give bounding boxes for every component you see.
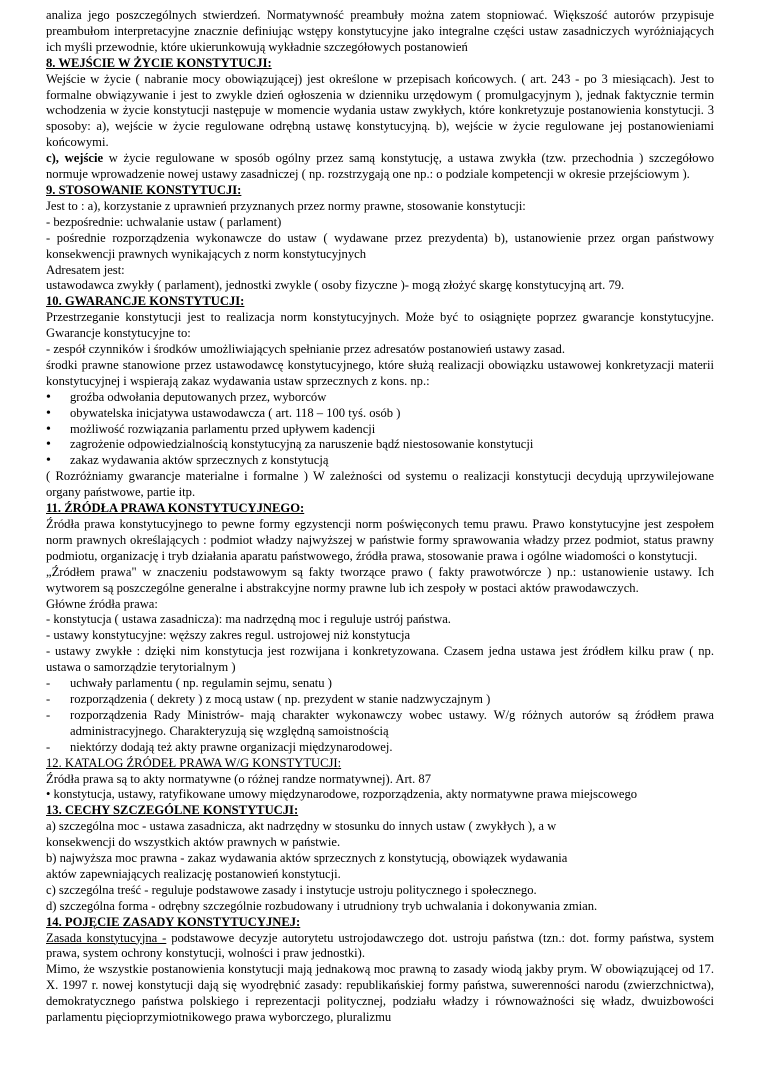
section-10-paragraph-2: - zespół czynników i środków umożliwiających spełnianie przez adresatów postanowień ustawy zasad. <box>46 342 565 357</box>
list-item: - rozporządzenia Rady Ministrów- mają charakter wykonawczy wobec ustawy. W/g różnych autorów są źródłem prawa administracyjnego. Charakteryzują się względną samoistnością <box>46 708 714 740</box>
law-sources-list <box>46 676 714 756</box>
section-9-line: - pośrednie rozporządzenia wykonawcze do ustaw ( wydawane przez prezydenta) b), ustanowienie przez organ państwowy konsekwencji prawnych wynikających z norm konstytucyjnych <box>46 230 714 261</box>
list-item: - uchwały parlamentu ( np. regulamin sejmu, senatu ) <box>46 676 714 692</box>
section-11-paragraph-4: - konstytucja ( ustawa zasadnicza): ma nadrzędną moc i reguluje ustrój państwa. <box>46 612 451 627</box>
section-11-heading: 11. ŹRÓDŁA PRAWA KONSTYTUCYJNEGO: <box>46 501 305 516</box>
list-item: • zagrożenie odpowiedzialnością konstytucyjną za naruszenie bądź niestosowanie konstytucji <box>46 437 714 453</box>
list-item: - niektórzy dodają też akty prawne organizacji międzynarodowej. <box>46 740 714 756</box>
section-8-heading: 8. WEJŚCIE W ŻYCIE KONSTYTUCJI: <box>46 55 272 70</box>
section-8-paragraph-2 <box>46 151 714 183</box>
section-13-line: d) szczególna forma - odrębny szczególnie rozbudowany i utrudniony tryb uchwalania i dokonywania zmian. <box>46 898 598 913</box>
section-13-line: c) szczególna treść - reguluje podstawowe zasady i instytucje ustroju politycznego i społecznego. <box>46 882 537 897</box>
section-13-line: konsekwencji do wszystkich aktów prawnych w państwie. <box>46 835 341 850</box>
section-11-paragraph-3: Główne źródła prawa: <box>46 596 158 611</box>
section-13-line: a) szczególna moc - ustawa zasadnicza, akt nadrzędny w stosunku do innych ustaw ( zwykłych ), a w <box>46 819 557 834</box>
section-8-paragraph-2-text: w życie regulowane w sposób ogólny przez samą konstytucję, a ustawa zwykła (tzw. przechodnia ) szczegółowo normuje wprowadzenie nowej ustawy zasadniczej ( np. rozstrzygają one np.: o podziale kompetencji w okresie przejściowym ). <box>46 151 714 182</box>
section-11-paragraph-6: - ustawy zwykłe : dzięki nim konstytucja jest rozwijana i konkretyzowana. Czasem jedna ustawa jest źródłem kilku praw ( np. ustawa o samorządzie terytorialnym ) <box>46 644 714 675</box>
section-10-heading: 10. GWARANCJE KONSTYTUCJI: <box>46 294 245 309</box>
list-item: • obywatelska inicjatywa ustawodawcza ( art. 118 – 100 tyś. osób ) <box>46 406 714 422</box>
section-12-heading: 12. KATALOG ŹRÓDEŁ PRAWA W/G KONSTYTUCJI: <box>46 755 342 770</box>
section-8-paragraph-1: Wejście w życie ( nabranie mocy obowiązującej) jest określone w przepisach końcowych. ( art. 243 - po 3 miesiącach). Jest to formalne obwiązywanie i jest to zwykle dzień ogłoszenia w dzienniku urzędowym ( promulgacyjnym ), jednak faktycznie termin wchodzenia w życie konstytucji następuje w momencie wydania ustaw zwykłych, które konkretyzuje postanowienia konstytucji. 3 sposoby: a), wejście w życie regulowane odrębną ustawę konstytucyjną. b), wejście w życie regulowane jej postanowieniami końcowymi. <box>46 71 714 150</box>
intro-paragraph: analiza jego poszczególnych stwierdzeń. Normatywność preambuły można zatem stopniować. Większość autorów przypisuje preambułom interpretacyjne znacznie definiując wstępy konstytucyjne jako integralne części ustaw zasadniczych wyróżniających ich myśli przewodnie, które ukierunkowują wykładnie szczegółowych postanowień <box>46 8 714 54</box>
list-item: • zakaz wydawania aktów sprzecznych z konstytucją <box>46 453 714 469</box>
section-12-paragraph-1: Źródła prawa są to akty normatywne (o różnej randze normatywnej). Art. 87 <box>46 771 432 786</box>
list-item: - rozporządzenia ( dekrety ) z mocą ustaw ( np. prezydent w stanie nadzwyczajnym ) <box>46 692 714 708</box>
section-9-line: - bezpośrednie: uchwalanie ustaw ( parlament) <box>46 214 282 229</box>
section-8-bold-lead: c), wejście <box>46 151 104 166</box>
section-10-paragraph-4: ( Rozróżniamy gwarancje materialne i formalne ) W zależności od systemu o realizacji konstytucji decydują uprzywilejowane organy państwowe, partie itp. <box>46 469 714 500</box>
definition-term: Zasada konstytucyjna - <box>46 930 167 945</box>
section-11-paragraph-1: Źródła prawa konstytucyjnego to pewne formy egzystencji norm poświęconych temu prawu. Prawo konstytucyjne jest zespołem norm prawnych określających : podmiot władzy najwyższej w państwie formy sprawowania władzy przez podmiot, status prawny podmiotu, organizację i tryb działania aparatu państwowego, źródła prawa, stosowanie prawa i ogólne wiadomości o konstytucji. <box>46 517 714 563</box>
section-10-paragraph-1: Przestrzeganie konstytucji jest to realizacja norm konstytucyjnych. Może być to osiągnięte poprzez gwarancje konstytucyjne. Gwarancje konstytucyjne to: <box>46 310 714 341</box>
section-12-paragraph-2: • konstytucja, ustawy, ratyfikowane umowy międzynarodowe, rozporządzenia, akty normatywne prawa miejscowego <box>46 787 638 802</box>
section-11-paragraph-5: - ustawy konstytucyjne: węższy zakres regul. ustrojowej niż konstytucja <box>46 628 411 643</box>
section-9-line: Jest to : a), korzystanie z uprawnień przyznanych przez normy prawne, stosowanie konstytucji: <box>46 198 526 213</box>
section-10-paragraph-3: środki prawne stanowione przez ustawodawcę konstytucyjnego, które służą realizacji obowiązku ustawowej konkretyzacji materii konstytucyjnej i wspierają zakaz wydawania ustaw sprzecznych z kons. np.: <box>46 357 714 388</box>
section-11-paragraph-2: „Źródłem prawa" w znaczeniu podstawowym są fakty tworzące prawo ( fakty prawotwórcze ) np.: ustanowienie ustawy. Ich wytworem są poszczególne generalne i abstrakcyjne normy prawne lub ich zespoły w postaci aktów prawodawczych. <box>46 564 714 595</box>
section-14-paragraph-2: Mimo, że wszystkie postanowienia konstytucji mają jednakową moc prawną to zasady wiodą jakby prym. W obowiązującej od 17. X. 1997 r. nowej konstytucji dają się wyodrębnić zasady: republikańskiej formy państwa, suwerenności narodu (zwierzchnictwa), demokratycznego państwa polskiego i reprezentacji politycznej, podziału władzy i równoważności się władz, dwuizbowości parlamentu pięcioprzymiotnikowego prawa wyborczego, pluralizmu <box>46 962 714 1025</box>
guarantees-list <box>46 390 714 470</box>
section-9-heading: 9. STOSOWANIE KONSTYTUCJI: <box>46 182 242 197</box>
list-item: • możliwość rozwiązania parlamentu przed upływem kadencji <box>46 422 714 438</box>
section-14-paragraph-1-text: podstawowe decyzje autorytetu ustrojodawczego dot. ustroju państwa (tzn.: dot. formy państwa, system prawa, system ochrony konstytucji, wolności i praw jednostki). <box>46 930 714 961</box>
section-14-heading: 14. POJĘCIE ZASADY KONSTYTUCYJNEJ: <box>46 914 301 929</box>
section-13-heading: 13. CECHY SZCZEGÓLNE KONSTYTUCJI: <box>46 803 299 818</box>
section-13-line: aktów zapewniających realizację postanowień konstytucji. <box>46 866 341 881</box>
section-9-line: Adresatem jest: <box>46 262 125 277</box>
section-13-line: b) najwyższa moc prawna - zakaz wydawania aktów sprzecznych z konstytucją, obowiązek wydawania <box>46 851 568 866</box>
list-item: • groźba odwołania deputowanych przez, wyborców <box>46 390 714 406</box>
section-14-paragraph-1 <box>46 931 714 963</box>
section-9-line: ustawodawca zwykły ( parlament), jednostki zwykle ( osoby fizyczne )- mogą złożyć skargę konstytucyjną art. 79. <box>46 278 625 293</box>
document-body <box>46 8 714 1026</box>
